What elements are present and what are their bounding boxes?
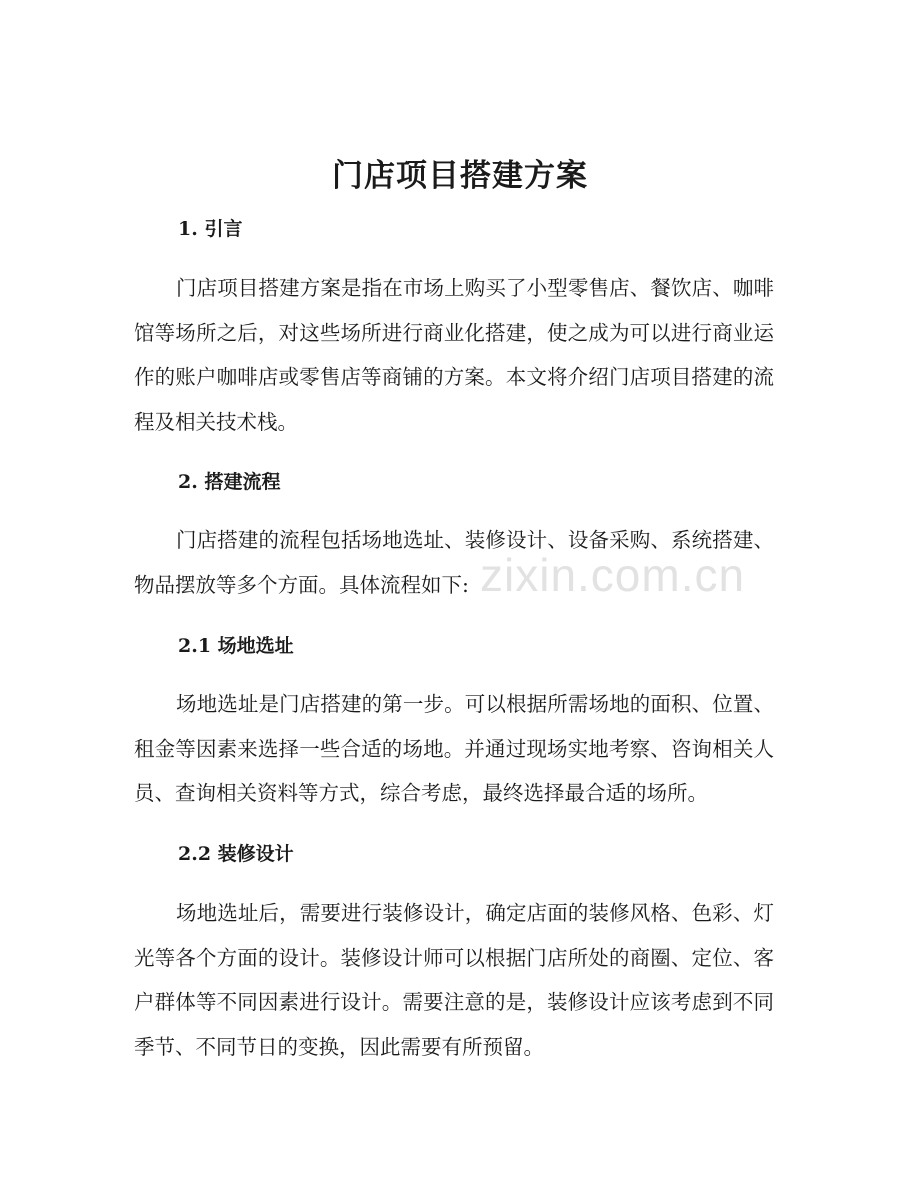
watermark: zixin.com.cn bbox=[480, 549, 746, 601]
section-paragraph-site-selection: 场地选址是门店搭建的第一步。可以根据所需场地的面积、位置、租金等因素来选择一些合适的场地。并通过现场实地考察、咨询相关人员、查询相关资料等方式，综合考虑，最终选择最合适的场所。 bbox=[134, 692, 774, 805]
section-paragraph-build-process: 门店搭建的流程包括场地选址、装修设计、设备采购、系统搭建、物品摆放等多个方面。具体流程如下: bbox=[134, 528, 774, 597]
section-heading-introduction: 1. 引言 bbox=[178, 218, 243, 240]
section-heading-site-selection: 2.1 场地选址 bbox=[178, 635, 294, 657]
section-paragraph-decoration-design: 场地选址后，需要进行装修设计，确定店面的装修风格、色彩、灯光等各个方面的设计。装修设计师可以根据门店所处的商圈、定位、客户群体等不同因素进行设计。需要注意的是，装修设计应该考虑到不同季节、不同节日的变换，因此需要有所预留。 bbox=[134, 901, 774, 1059]
document-title: 门店项目搭建方案 bbox=[332, 158, 588, 194]
section-paragraph-introduction: 门店项目搭建方案是指在市场上购买了小型零售店、餐饮店、咖啡馆等场所之后，对这些场所进行商业化搭建，使之成为可以进行商业运作的账户咖啡店或零售店等商铺的方案。本文将介绍门店项目搭建的流程及相关技术栈。 bbox=[134, 276, 774, 434]
section-heading-decoration-design: 2.2 装修设计 bbox=[178, 843, 294, 865]
section-heading-build-process: 2. 搭建流程 bbox=[178, 471, 281, 493]
